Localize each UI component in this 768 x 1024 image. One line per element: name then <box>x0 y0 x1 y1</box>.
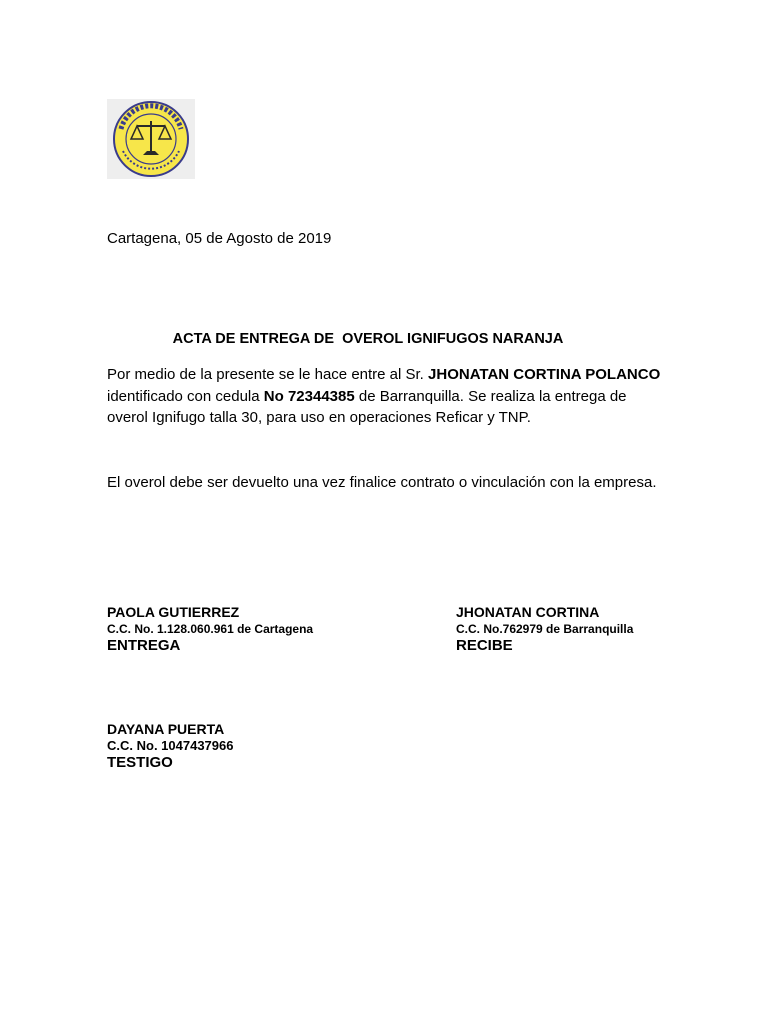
signer-role: TESTIGO <box>107 754 173 771</box>
delivery-paragraph <box>107 364 667 429</box>
recipient-id-number: No 72344385 <box>263 387 355 405</box>
company-logo <box>107 99 195 179</box>
return-condition-paragraph: El overol debe ser devuelto una vez finalice contrato o vinculación con la empresa. <box>107 474 657 491</box>
signer-id: C.C. No. 1.128.060.961 de Cartagena <box>107 622 314 636</box>
document-title-text: ACTA DE ENTREGA DE OVEROL IGNIFUGOS NARANJA <box>172 331 564 347</box>
signature-block-entrega <box>107 603 313 655</box>
paragraph-text-1: Por medio de la presente se le hace entre al Sr. <box>107 366 429 383</box>
recipient-full-name: JHONATAN CORTINA POLANCO <box>428 366 661 383</box>
signature-block-testigo <box>107 720 233 772</box>
signer-name: DAYANA PUERTA <box>107 721 225 737</box>
signer-role: ENTREGA <box>107 637 181 654</box>
paragraph-text-2: identificado con cedula <box>107 387 264 405</box>
scale-logo-icon <box>107 99 195 179</box>
document-title <box>0 331 768 347</box>
document-date: Cartagena, 05 de Agosto de 2019 <box>107 230 332 247</box>
paragraph-text-3: de Barranquilla. Se realiza la entrega de overol Ignifugo talla 30, para uso en operaciones Reficar y TNP. <box>107 387 627 426</box>
signer-name: JHONATAN CORTINA <box>456 604 600 620</box>
signer-role: RECIBE <box>456 637 513 654</box>
signer-id: C.C. No.762979 de Barranquilla <box>456 622 634 636</box>
signer-id: C.C. No. 1047437966 <box>107 738 234 753</box>
signature-block-recibe <box>456 603 633 655</box>
signer-name: PAOLA GUTIERREZ <box>107 604 240 620</box>
